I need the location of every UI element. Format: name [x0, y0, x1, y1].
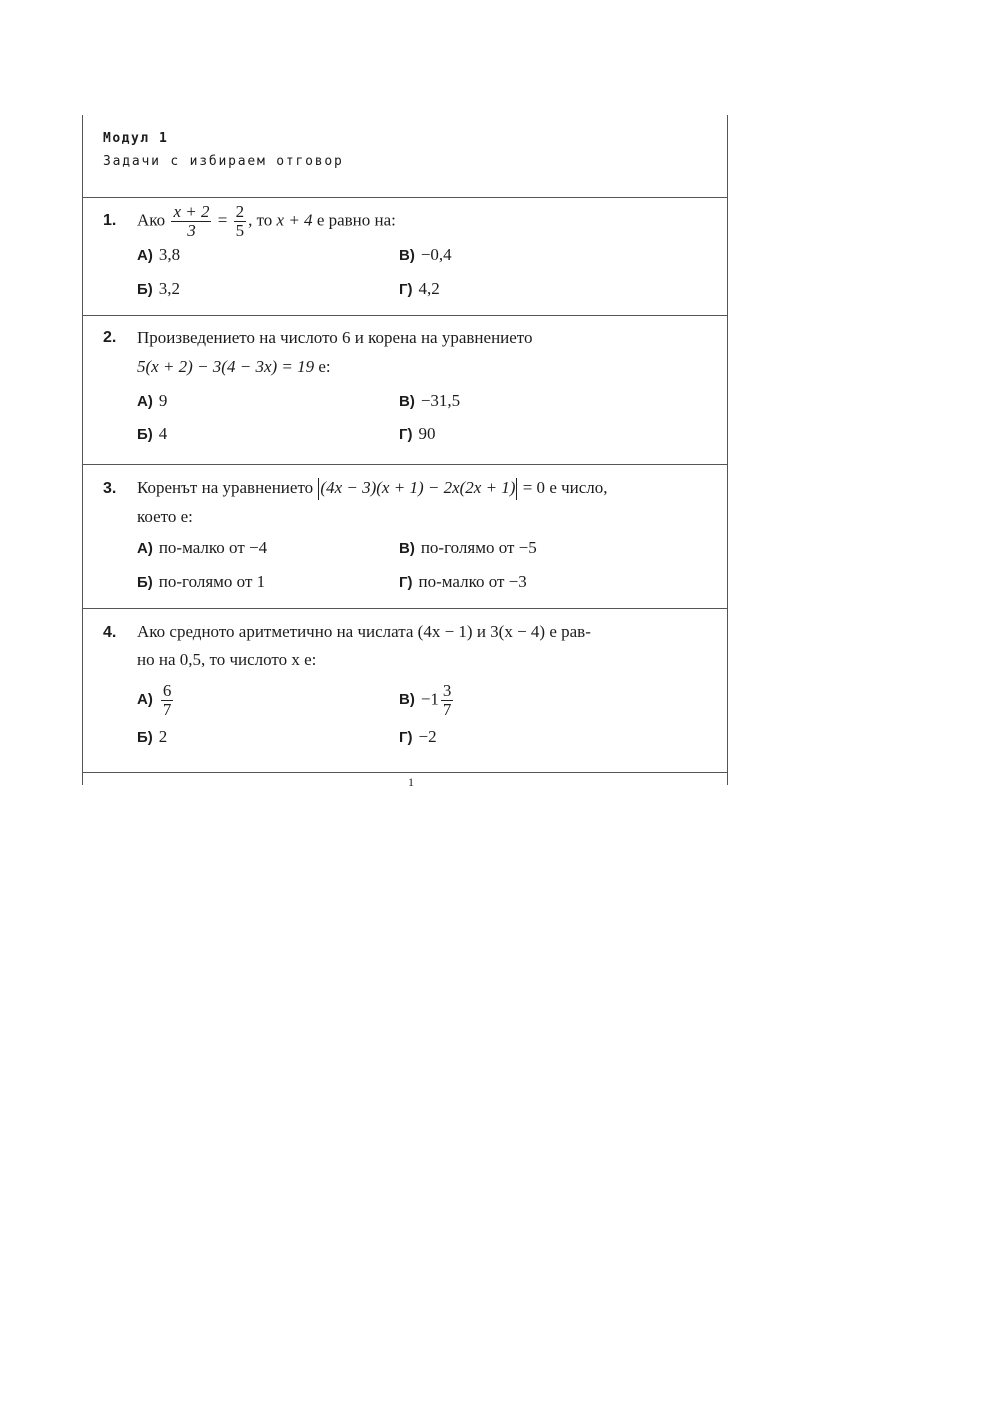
question-text: Произведението на числото 6 и корена на уравнението	[137, 328, 533, 347]
fraction: $\frac{2}{5}$	[235, 202, 245, 240]
question-number: 3.	[103, 480, 117, 497]
divider	[83, 608, 727, 609]
option-b[interactable]: Б) по-голямо от 1	[137, 572, 266, 591]
module-title: Модул 1	[103, 131, 169, 146]
question-equation: 5(x + 2) − 3(4 − 3x) = 19 е:	[137, 357, 331, 376]
option-a[interactable]: А) $\frac{6}{7}$	[137, 681, 172, 719]
absolute-value-expression: (4x − 3)(x + 1) − 2x(2x + 1)	[320, 478, 516, 497]
option-b[interactable]: Б) 2	[137, 727, 168, 746]
option-a[interactable]: А) 3,8	[137, 245, 181, 264]
option-v[interactable]: В) по-голямо от −5	[399, 538, 537, 557]
option-a[interactable]: А) по-малко от −4	[137, 538, 268, 557]
divider	[83, 464, 727, 465]
option-v[interactable]: В) −31,5	[399, 391, 461, 410]
divider	[83, 197, 727, 198]
option-g[interactable]: Г) −2	[399, 727, 437, 746]
question-number: 1.	[103, 212, 117, 229]
option-v[interactable]: В) −0,4	[399, 245, 452, 264]
page-number: 1	[408, 775, 414, 789]
question-text: Ако средното аритметично на числата (4x − 1) и 3(x − 4) е рав-	[137, 622, 591, 641]
fraction: $\frac{x + 2}{3}$	[173, 202, 210, 240]
question-text-continued: което е:	[137, 507, 193, 526]
fraction: $\frac{3}{7}$	[442, 681, 452, 719]
question-text-continued: но на 0,5, то числото x е:	[137, 650, 317, 669]
question-number: 4.	[103, 624, 117, 641]
option-v[interactable]: В) −1 $\frac{3}{7}$	[399, 681, 452, 719]
fraction: $\frac{6}{7}$	[162, 681, 172, 719]
option-a[interactable]: А) 9	[137, 391, 168, 410]
worksheet	[82, 115, 728, 785]
option-g[interactable]: Г) 90	[399, 424, 436, 443]
option-b[interactable]: Б) 3,2	[137, 279, 181, 298]
question-number: 2.	[103, 329, 117, 346]
option-g[interactable]: Г) 4,2	[399, 279, 440, 298]
option-g[interactable]: Г) по-малко от −3	[399, 572, 527, 591]
option-b[interactable]: Б) 4	[137, 424, 168, 443]
divider	[83, 315, 727, 316]
divider	[83, 772, 727, 773]
section-subtitle: Задачи с избираем отговор	[103, 154, 344, 169]
question-text: Коренът на уравнението (4x − 3)(x + 1) − 2x(2x + 1) = 0 е число,	[137, 478, 608, 500]
question-text: Ако $\frac{x + 2}{3}$ = $\frac{2}{5}$ , то x + 4 е равно на:	[137, 202, 396, 240]
